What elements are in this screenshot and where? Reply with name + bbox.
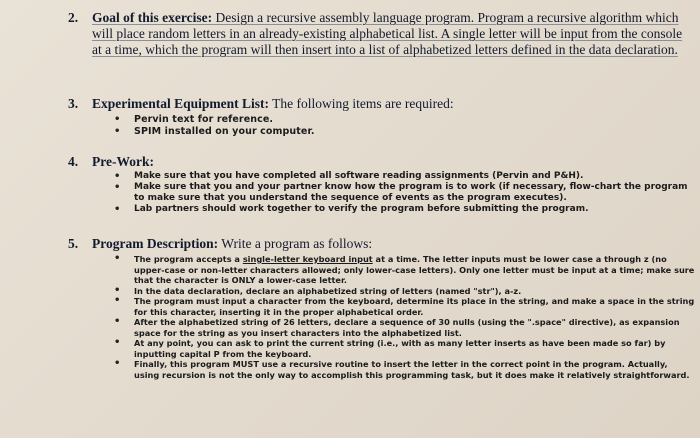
section-heading: Program Description:: [92, 236, 219, 251]
bullet-icon: •: [114, 182, 121, 193]
single-letter-input-link: single-letter keyboard input: [242, 254, 373, 264]
bullet-icon: •: [114, 284, 121, 296]
list-item: • Pervin text for reference.: [114, 114, 274, 125]
section-heading: Experimental Equipment List:: [92, 96, 270, 111]
bullet-icon: •: [114, 114, 121, 125]
list-item: • Lab partners should work together to verify the program before submitting the program.: [114, 204, 589, 215]
section-number: 4.: [68, 154, 79, 169]
bullet-icon: •: [114, 204, 121, 215]
list-item: • In the data declaration, declare an alphabetized string of letters (named "str"), a-z.: [114, 284, 522, 296]
bullet-icon: •: [114, 125, 121, 137]
list-item: • Finally, this program MUST use a recursive routine to insert the letter in the correct point in the program. Actually, using recursion is not the only way to accomplish this programming task, but it does make it relatively straightforward.: [114, 358, 690, 381]
equipment-text: The following items are required:: [272, 96, 454, 111]
section-number: 5.: [68, 236, 79, 251]
program-list: [110, 254, 695, 381]
goal-paragraph: [92, 10, 692, 58]
list-item: • After the alphabetized string of 26 letters, declare a sequence of 30 nulls (using the ".space" directive), as expansion space for the string as you insert characters into the alphabetized list.: [114, 316, 680, 338]
bullet-icon: •: [114, 171, 121, 182]
section-number: 3.: [68, 96, 79, 111]
list-item: • Make sure that you and your partner know how the program is to work (if necessary, flow-chart the program to make sure that you understand the sequence of events as the program executes).: [114, 182, 688, 203]
list-item: • The program accepts a single-letter keyboard input at a time. The letter inputs must be lower case a through z (no upper-case or non-letter characters allowed; only lower-case letters). Only one letter must be input at a time; make sure that the character is ONLY a lower-case letter.: [114, 253, 695, 286]
bullet-icon: •: [114, 316, 121, 328]
bullet-icon: •: [114, 337, 121, 349]
section-heading: Goal of this exercise:: [92, 10, 213, 25]
list-item: • SPIM installed on your computer.: [114, 125, 315, 137]
section-number: 2.: [68, 10, 79, 25]
equipment-list: [110, 114, 695, 137]
list-item: • At any point, you can ask to print the current string (i.e., with as many letter inserts as have been made so far) by inputting capital P from the keyboard.: [114, 337, 666, 359]
bullet-icon: •: [114, 295, 121, 307]
list-item: • Make sure that you have completed all software reading assignments (Pervin and P&H).: [114, 171, 584, 182]
program-text: Write a program as follows:: [221, 236, 373, 251]
bullet-icon: •: [114, 253, 121, 264]
goal-text: Design a recursive assembly language program. Program a recursive algorithm which will place random letters in an already-existing alphabetical list. A single letter will be input from the console at a time, which the program will then insert into a list of alphabetized letters defined in the data declaration.: [92, 10, 683, 57]
prework-list: [110, 171, 695, 215]
list-item: • The program must input a character from the keyboard, determine its place in the string, and make a space in the string for this character, inserting it in the proper alphabetical order.: [114, 295, 695, 317]
bullet-icon: •: [114, 358, 121, 370]
prework-heading-line: [92, 154, 692, 170]
program-paragraph: [92, 236, 692, 252]
equipment-paragraph: [92, 96, 692, 112]
section-heading: Pre-Work:: [92, 154, 154, 169]
